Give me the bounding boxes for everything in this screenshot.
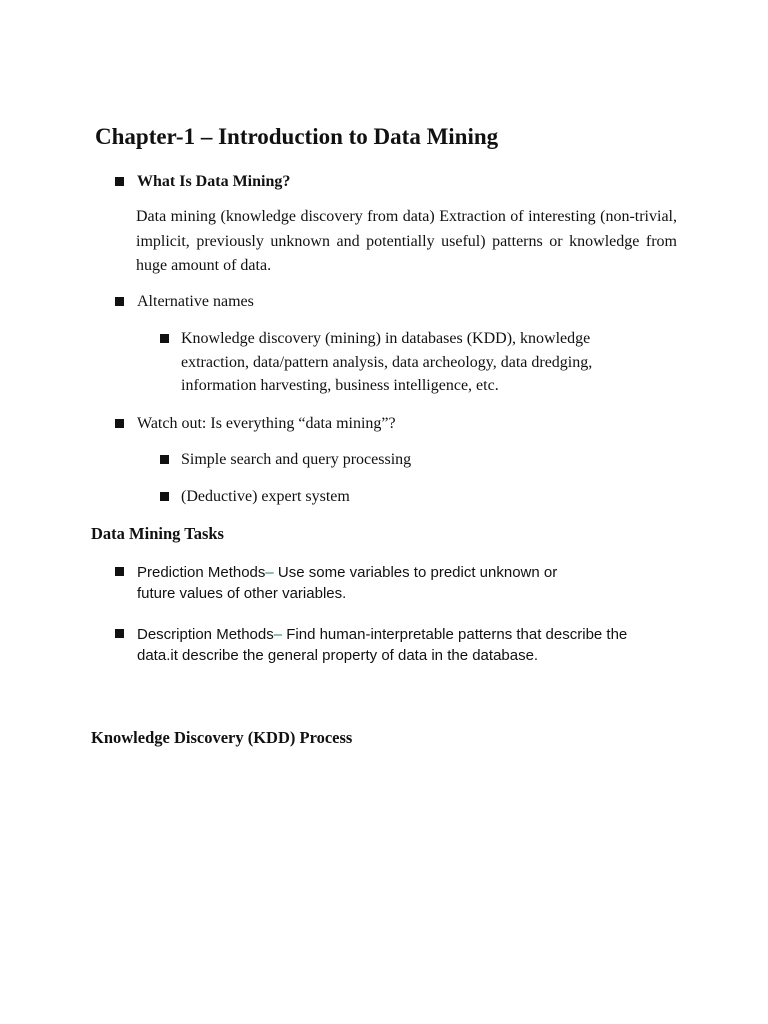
bullet-alternative-names — [115, 290, 254, 314]
kdd-process-heading: Knowledge Discovery (KDD) Process — [91, 728, 353, 747]
square-bullet-icon — [115, 567, 124, 576]
task-text — [137, 624, 627, 666]
square-bullet-icon — [115, 629, 124, 638]
task-term: Prediction Methods — [137, 564, 266, 581]
task-line1: Use some variables to predict unknown or — [273, 564, 558, 581]
definition-paragraph: Data mining (knowledge discovery from data) Extraction of interesting (non-trivial, implicit, previously unknown and potentially useful) patterns or knowledge from huge amount of data. — [136, 208, 677, 274]
task-dash: – — [265, 564, 274, 581]
square-bullet-icon — [115, 177, 124, 186]
square-bullet-icon — [160, 455, 169, 464]
task-dash: – — [273, 626, 283, 643]
square-bullet-icon — [160, 334, 169, 343]
bullet-label: Watch out: Is everything “data mining”? — [137, 415, 396, 432]
square-bullet-icon — [115, 419, 124, 428]
task-line2: data.it describe the general property of data in the database. — [137, 647, 539, 664]
square-bullet-icon — [160, 492, 169, 501]
task-term: Description Methods — [137, 626, 274, 643]
task-text — [137, 562, 557, 604]
task-line1: Find human-interpretable patterns that describe the — [282, 626, 628, 643]
tasks-heading: Data Mining Tasks — [91, 524, 224, 543]
bullet-label: Alternative names — [137, 293, 254, 310]
bullet-label: What Is Data Mining? — [137, 173, 291, 190]
subbullet-text: Knowledge discovery (mining) in databases (KDD), knowledge extraction, data/pattern analysis, data archeology, data dredging, information harvesting, business intelligence, etc. — [181, 330, 593, 394]
subbullet-search-query — [160, 448, 411, 472]
task-line2: future values of other variables. — [137, 585, 347, 602]
task-item-prediction — [115, 562, 557, 604]
subbullet-kdd-names — [160, 327, 640, 398]
bullet-watch-out — [115, 412, 396, 436]
task-item-description — [115, 624, 627, 666]
chapter-title: Chapter-1 – Introduction to Data Mining — [95, 124, 499, 149]
bullet-what-is-data-mining — [115, 170, 290, 194]
subbullet-text: (Deductive) expert system — [181, 488, 350, 505]
subbullet-expert-system — [160, 485, 350, 509]
square-bullet-icon — [115, 297, 124, 306]
subbullet-text: Simple search and query processing — [181, 451, 412, 468]
